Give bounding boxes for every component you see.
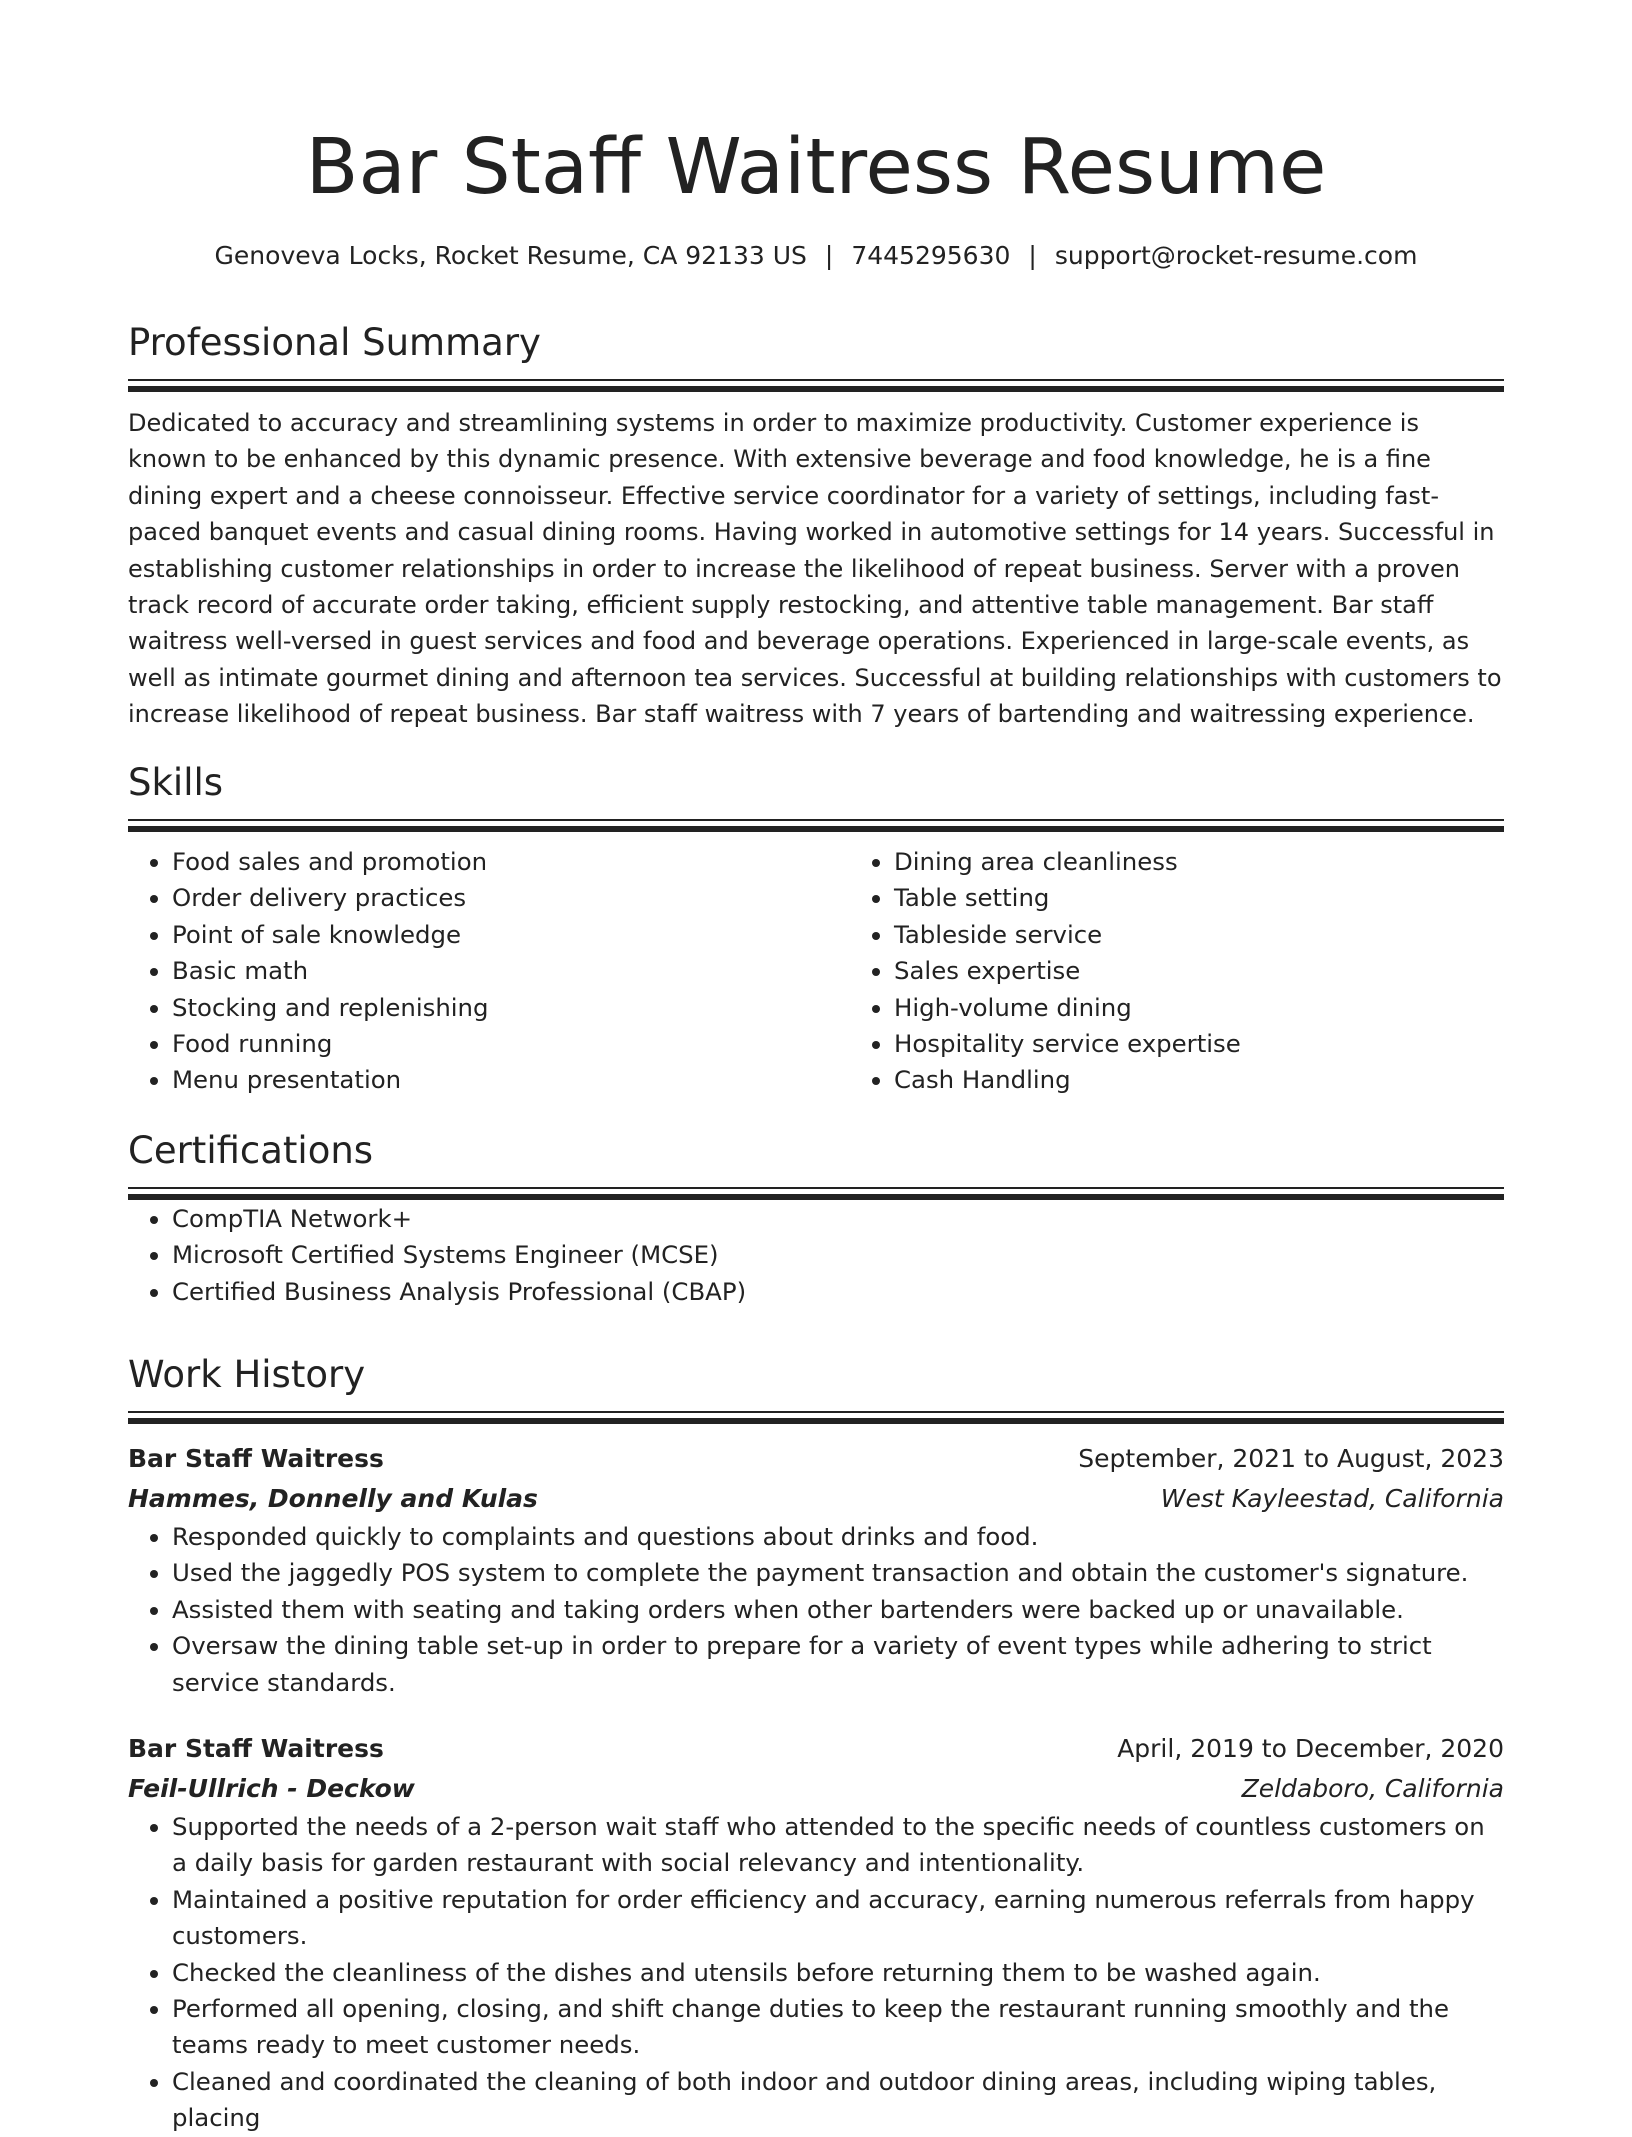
- certifications-section: [128, 1126, 1504, 1310]
- list-item: • Oversaw the dining table set-up in order to prepare for a variety of event types while adhering to strict service standards.: [172, 1628, 1504, 1701]
- skills-section: [128, 758, 1504, 1099]
- list-item: • Used the jaggedly POS system to complete the payment transaction and obtain the customer's signature.: [172, 1555, 1504, 1591]
- job-location: Zeldaboro, California: [1241, 1774, 1504, 1804]
- skills-list-right: [850, 844, 1572, 1099]
- list-item: • Checked the cleanliness of the dishes and utensils before returning them to be washed again.: [172, 1955, 1504, 1991]
- work-history-section: [128, 1350, 1504, 2137]
- list-item: • Sales expertise: [894, 953, 1572, 989]
- contact-phone: 7445295630: [851, 241, 1011, 270]
- list-item: • Certified Business Analysis Professional (CBAP): [172, 1274, 1504, 1310]
- list-item: • Performed all opening, closing, and shift change duties to keep the restaurant running smoothly and the teams ready to meet customer needs.: [172, 1991, 1504, 2064]
- section-divider: [128, 1411, 1504, 1425]
- list-item: • Responded quickly to complaints and questions about drinks and food.: [172, 1519, 1504, 1555]
- list-item: • Menu presentation: [172, 1062, 850, 1098]
- section-divider: [128, 379, 1504, 393]
- job-entry: [128, 1729, 1504, 2137]
- list-item: • Tableside service: [894, 917, 1572, 953]
- list-item: • Maintained a positive reputation for order efficiency and accuracy, earning numerous referrals from happy customers.: [172, 1882, 1504, 1955]
- job-header-row: [128, 1439, 1504, 1479]
- job-company-row: [128, 1479, 1504, 1519]
- section-divider: [128, 819, 1504, 833]
- list-item: • Food running: [172, 1026, 850, 1062]
- list-item: • High-volume dining: [894, 990, 1572, 1026]
- list-item: • Food sales and promotion: [172, 844, 850, 880]
- job-dates: April, 2019 to December, 2020: [1117, 1734, 1504, 1764]
- job-dates: September, 2021 to August, 2023: [1078, 1444, 1504, 1473]
- summary-section: [128, 318, 1504, 733]
- skills-heading: Skills: [128, 761, 224, 804]
- list-item: • Supported the needs of a 2-person wait staff who attended to the specific needs of countless customers on a daily basis for garden restaurant with social relevancy and intentionality.: [172, 1809, 1504, 1882]
- contact-address: Genoveva Locks, Rocket Resume, CA 92133 US: [214, 241, 807, 270]
- list-item: • Microsoft Certified Systems Engineer (MCSE): [172, 1237, 1504, 1273]
- section-divider: [128, 1187, 1504, 1201]
- contact-separator: |: [824, 241, 834, 270]
- list-item: • Stocking and replenishing: [172, 990, 850, 1026]
- list-item: • Order delivery practices: [172, 880, 850, 916]
- list-item: • Point of sale knowledge: [172, 917, 850, 953]
- job-duties-list: [128, 1809, 1504, 2137]
- job-company: Feil-Ullrich - Deckow: [128, 1774, 415, 1804]
- list-item: • Hospitality service expertise: [894, 1026, 1572, 1062]
- list-item: • Cleaned and coordinated the cleaning of both indoor and outdoor dining areas, including wiping tables, placing: [172, 2064, 1504, 2137]
- job-title: Bar Staff Waitress: [128, 1734, 384, 1764]
- list-item: • Cash Handling: [894, 1062, 1572, 1098]
- summary-heading: Professional Summary: [128, 321, 541, 364]
- job-entry: [128, 1439, 1504, 1701]
- certifications-list: [128, 1201, 1504, 1310]
- certifications-heading: Certifications: [128, 1129, 374, 1172]
- list-item: • Assisted them with seating and taking orders when other bartenders were backed up or unavailable.: [172, 1592, 1504, 1628]
- skills-list-left: [128, 844, 850, 1099]
- list-item: • Dining area cleanliness: [894, 844, 1572, 880]
- job-location: West Kayleestad, California: [1160, 1484, 1504, 1513]
- list-item: • Basic math: [172, 953, 850, 989]
- contact-email: support@rocket-resume.com: [1054, 241, 1418, 270]
- contact-separator: |: [1028, 241, 1037, 270]
- summary-text: Dedicated to accuracy and streamlining systems in order to maximize productivity. Customer experience is known to be enhanced by this dynamic presence. With extensive beverage and food knowledge, he is a fine dining expert and a cheese connoisseur. Effective service coordinator for a variety of settings, including fast-paced banquet events and casual dining rooms. Having worked in automotive settings for 14 years. Successful in establishing customer relationships in order to increase the likelihood of repeat business. Server with a proven track record of accurate order taking, efficient supply restocking, and attentive table management. Bar staff waitress well-versed in guest services and food and beverage operations. Experienced in large-scale events, as well as intimate gourmet dining and afternoon tea services. Successful at building relationships with customers to increase likelihood of repeat business. Bar staff waitress with 7 years of bartending and waitressing experience.: [128, 409, 1502, 729]
- job-duties-list: [128, 1519, 1504, 1701]
- job-title: Bar Staff Waitress: [128, 1444, 384, 1473]
- job-header-row: [128, 1729, 1504, 1769]
- list-item: • Table setting: [894, 880, 1572, 916]
- skills-columns: [128, 844, 1504, 1099]
- resume-title: Bar Staff Waitress Resume: [305, 123, 1327, 212]
- list-item: • CompTIA Network+: [172, 1201, 1504, 1237]
- job-company: Hammes, Donnelly and Kulas: [128, 1484, 538, 1513]
- contact-line: [128, 236, 1504, 276]
- job-company-row: [128, 1769, 1504, 1809]
- work-history-heading: Work History: [128, 1353, 366, 1396]
